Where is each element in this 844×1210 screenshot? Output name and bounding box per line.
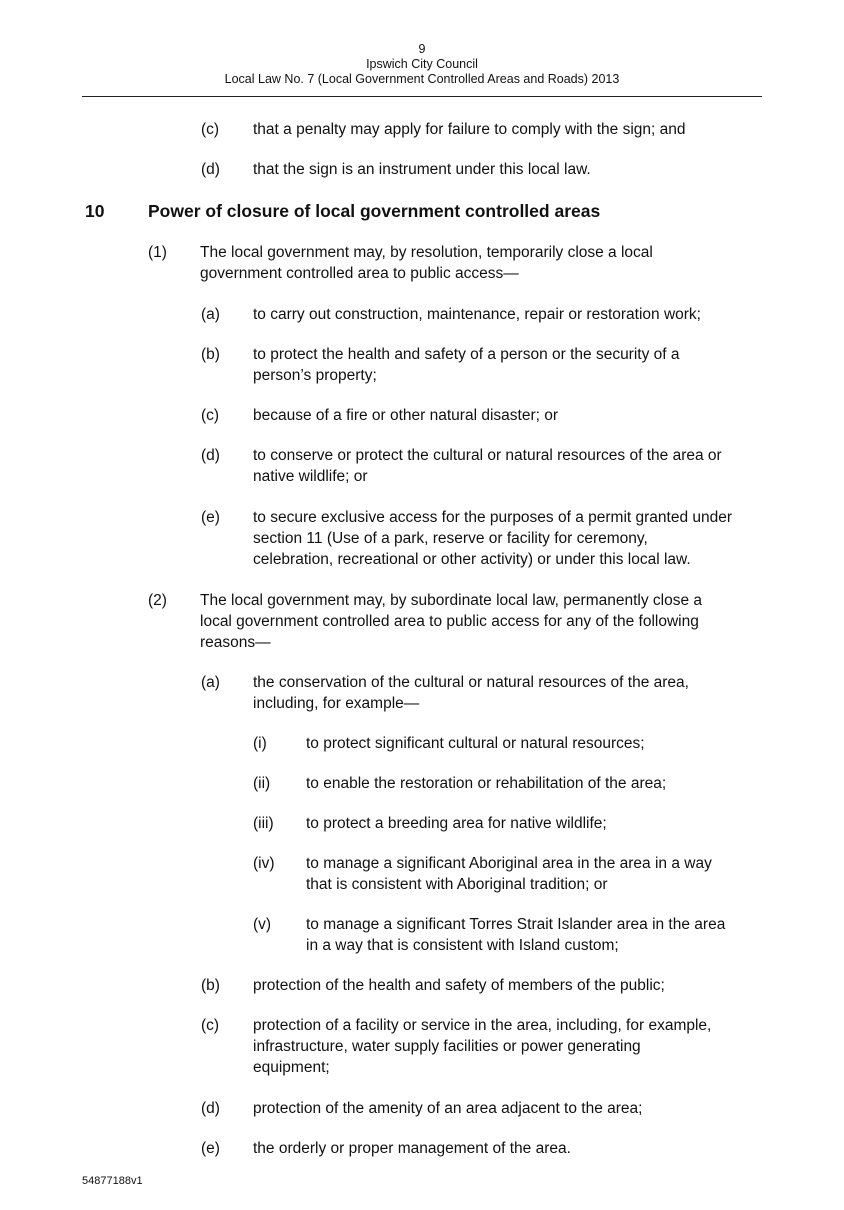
item-label: (e): [201, 1140, 220, 1157]
document-id: 54877188v1: [82, 1175, 143, 1187]
section-number: 10: [85, 201, 105, 221]
item-label: (b): [201, 977, 220, 994]
subitem-line: that is consistent with Aboriginal tradition; or: [306, 876, 608, 893]
item-line: person’s property;: [253, 367, 377, 384]
item-line: to secure exclusive access for the purposes of a permit granted under: [253, 509, 733, 526]
item-line: the orderly or proper management of the area.: [253, 1140, 571, 1157]
subitem-line: to manage a significant Torres Strait Islander area in the area: [306, 916, 726, 933]
page-number: 9: [418, 42, 426, 56]
item-line: to protect the health and safety of a person or the security of a: [253, 346, 680, 363]
item-line: equipment;: [253, 1059, 330, 1076]
item-line: because of a fire or other natural disaster; or: [253, 407, 558, 424]
item-line: section 11 (Use of a park, reserve or facility for ceremony,: [253, 530, 648, 547]
item-line: including, for example—: [253, 695, 420, 712]
item-line: to carry out construction, maintenance, repair or restoration work;: [253, 306, 701, 323]
subsection-line: government controlled area to public access—: [200, 265, 519, 282]
item-text: that the sign is an instrument under this local law.: [253, 161, 591, 178]
subitem-label: (ii): [253, 775, 271, 792]
subitem-line: to protect a breeding area for native wildlife;: [306, 815, 607, 832]
item-line: protection of a facility or service in the area, including, for example,: [253, 1017, 712, 1034]
subsection-line: local government controlled area to public access for any of the following: [200, 613, 699, 630]
subitem-line: to protect significant cultural or natural resources;: [306, 735, 645, 752]
item-line: infrastructure, water supply facilities or power generating: [253, 1038, 641, 1055]
page-header: [82, 42, 762, 87]
item-label: (d): [201, 1100, 220, 1117]
item-line: celebration, recreational or other activity) or under this local law.: [253, 551, 691, 568]
item-text: that a penalty may apply for failure to comply with the sign; and: [253, 121, 686, 138]
item-line: protection of the health and safety of members of the public;: [253, 977, 665, 994]
subitem-label: (i): [253, 735, 267, 752]
subitem-label: (iv): [253, 855, 275, 872]
item-label: (a): [201, 674, 220, 691]
item-line: native wildlife; or: [253, 468, 368, 485]
subitem-label: (v): [253, 916, 272, 933]
section-title: Power of closure of local government controlled areas: [148, 201, 601, 221]
item-label: (d): [201, 447, 220, 464]
council-name: Ipswich City Council: [366, 57, 478, 71]
item-label: (c): [201, 121, 220, 138]
subsection-label: (1): [148, 244, 167, 261]
item-line: to conserve or protect the cultural or natural resources of the area or: [253, 447, 722, 464]
subsection-line: reasons—: [200, 634, 271, 651]
subsection-line: The local government may, by resolution, temporarily close a local: [200, 244, 653, 261]
item-label: (c): [201, 1017, 220, 1034]
subitem-label: (iii): [253, 815, 274, 832]
item-line: protection of the amenity of an area adjacent to the area;: [253, 1100, 643, 1117]
item-label: (d): [201, 161, 220, 178]
law-title: Local Law No. 7 (Local Government Controlled Areas and Roads) 2013: [224, 72, 620, 86]
subitem-line: in a way that is consistent with Island custom;: [306, 937, 619, 954]
item-label: (c): [201, 407, 220, 424]
subsection-label: (2): [148, 592, 167, 609]
subitem-line: to enable the restoration or rehabilitation of the area;: [306, 775, 667, 792]
subsection-line: The local government may, by subordinate local law, permanently close a: [200, 592, 703, 609]
item-label: (b): [201, 346, 220, 363]
item-label: (a): [201, 306, 220, 323]
header-rule: [82, 96, 762, 97]
subitem-line: to manage a significant Aboriginal area in the area in a way: [306, 855, 712, 872]
item-line: the conservation of the cultural or natural resources of the area,: [253, 674, 689, 691]
item-label: (e): [201, 509, 220, 526]
